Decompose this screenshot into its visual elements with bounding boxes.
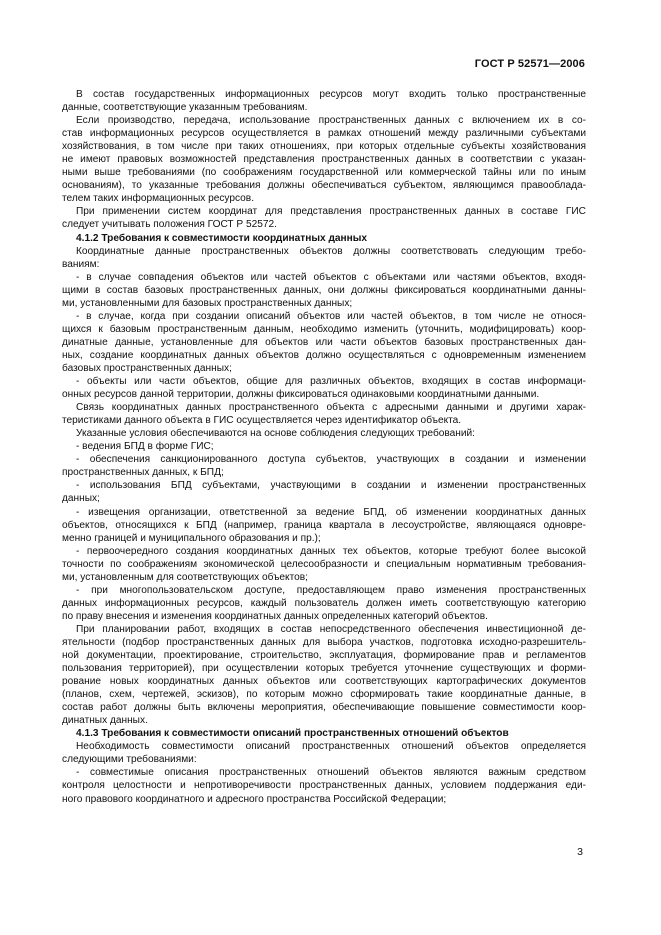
text-line: основаниям), то указанные требования должны обеспечиваться субъектом, являющимся правооблада- [62,180,586,192]
text-line: следующими требованиями: [62,754,197,766]
page-number: 3 [577,846,583,858]
text-line: телем таких информационных ресурсов. [62,193,255,205]
list-item [62,545,586,584]
text-line: менно границей и муниципального образования и пр.); [62,532,321,544]
text-line: по праву внесения и изменения координатных данных определенных категорий объектов. [62,610,488,622]
list-item [62,479,586,505]
text-line: Если производство, передача, использование пространственных данных с включением их в со- [76,115,586,127]
paragraph [62,245,586,271]
text-line: онных ресурсов данной территории, должны фиксироваться одинаковыми координатными данными. [62,389,540,401]
list-item [62,440,586,453]
paragraph [62,427,586,440]
text-line: - обеспечения санкционированного доступа субъектов, участвующих в создании и изменении [76,454,586,466]
text-line: - в случае, когда при создании описаний объектов или частей объектов, в том числе не относя- [76,310,586,322]
text-line: пользования территорией), при осуществлении которых требуется уточнение существующих и форми- [62,663,586,675]
text-line: ми, установленными для базовых пространственных данных; [62,297,353,309]
text-line: динатные данные, установленные для объектов или части объектов базовых пространственных дан- [62,336,586,348]
text-line: ной документации, проектирование, строительство, эксплуатация, формирование прав и регламентов [62,650,586,662]
text-line: базовых пространственных данных; [62,362,232,374]
text-line: Связь координатных данных пространственного объекта с адресными данными и другими харак- [76,402,586,414]
paragraph [62,88,586,114]
text-line: данных; [62,493,100,505]
paragraph [62,740,586,766]
section-heading [62,727,586,740]
text-line: Необходимость совместимости описаний пространственных отношений объектов определяется [76,741,586,753]
text-line: данных информационных ресурсов, каждый пользователь должен иметь соответствующую категорию [62,597,586,609]
paragraph [62,623,586,727]
text-line: ми, установленным для соответствующих объектов; [62,571,308,583]
text-line: объектов, относящихся к БПД (например, граница квартала в лесоустройстве, являющаяся одновре- [62,519,586,531]
text-line: щими в состав базовых пространственных данных, они должны фиксироваться координатными данны- [62,284,586,296]
text-line: ных, создание координатных данных объектов должно осуществляться с одновременным изменением [62,349,586,361]
text-line: - совместимые описания пространственных отношений объектов являются важным средством [76,767,586,779]
text-line: При применении систем координат для представления пространственных данных в составе ГИС [76,206,586,218]
text-line: данные, соответствующие указанным требованиям. [62,102,308,114]
text-line: - объекты или части объектов, общие для различных объектов, входящих в состав информаци- [76,376,586,388]
text-line: щихся к базовым пространственным данным, необходимо изменить (уточнить, модифицировать) коор- [62,323,586,335]
text-line: - извещения организации, ответственной за ведение БПД, об изменении координатных данных [76,506,586,518]
text-line: точности по соображениям экономической целесообразности и специальным нормативным требования- [62,558,586,570]
list-item [62,310,586,375]
paragraph [62,205,586,231]
text-line: - при многопользовательском доступе, предоставляющем право изменения пространственных [76,584,586,596]
text-line: контроля целостности и непротиворечивости пространственных данных, условием поддержания еди- [62,780,586,792]
list-item [62,375,586,401]
text-line: 4.1.3 Требования к совместимости описаний пространственных отношений объектов [76,728,509,740]
text-line: Указанные условия обеспечиваются на основе соблюдения следующих требований: [76,428,475,440]
document-code-header: ГОСТ Р 52571—2006 [474,58,585,70]
section-heading [62,232,586,245]
text-line: пространственных данных, к БПД; [62,467,224,479]
list-item [62,453,586,479]
text-line: став информационных ресурсов осуществляется в рамках отношений между различными субъектами [62,128,586,140]
text-line: - ведения БПД в форме ГИС; [76,441,214,453]
text-line: ятельности (подбор пространственных данных для выбора участков, подготовка исходно-разрешитель- [62,636,586,648]
text-line: теристиками данного объекта в ГИС осуществляется через идентификатор объекта. [62,415,462,427]
text-line: В состав государственных информационных ресурсов могут входить только пространственные [76,89,586,100]
paragraph [62,401,586,427]
text-line: - в случае совпадения объектов или частей объектов с объектами или частями объектов, входя- [76,271,586,283]
text-line: - первоочередного создания координатных данных тех объектов, которые требуют более высокой [76,545,586,557]
paragraph [62,114,586,205]
text-line: ваниям: [62,258,100,270]
list-item [62,271,586,310]
text-line: ного правового координатного и адресного пространства Российской Федерации; [62,793,447,805]
list-item [62,584,586,623]
text-line: Координатные данные пространственных объектов должны соответствовать следующим требо- [76,245,586,257]
text-line: динатных данных. [62,715,148,727]
list-item [62,766,586,805]
text-line: ными выше требованиями (по соображениям государственной или коммерческой тайны или по иным [62,167,586,179]
text-line: не имеют правовых возможностей представления пространственных данных в соответствии с указан- [62,154,586,166]
text-line: состав работ должны быть включены мероприятия, обеспечивающие повышение совместимости коор- [62,702,586,714]
text-line: При планировании работ, входящих в состав непосредственного обеспечения инвестиционной де- [76,623,586,635]
document-body [62,88,586,806]
text-line: (планов, схем, чертежей, эскизов), по которым можно сформировать такие координатные данные, в [62,689,586,701]
text-line: следует учитывать положения ГОСТ Р 52572. [62,219,277,231]
text-line: рование новых координатных данных объектов или соответствующих картографических документов [62,676,586,688]
text-line: хозяйствования, в том числе при таких отношениях, при которых отдельные субъекты хозяйствования [62,141,586,153]
text-line: 4.1.2 Требования к совместимости координатных данных [76,232,368,244]
list-item [62,506,586,545]
text-line: - использования БПД субъектами, участвующими в создании и изменении пространственных [76,480,586,492]
